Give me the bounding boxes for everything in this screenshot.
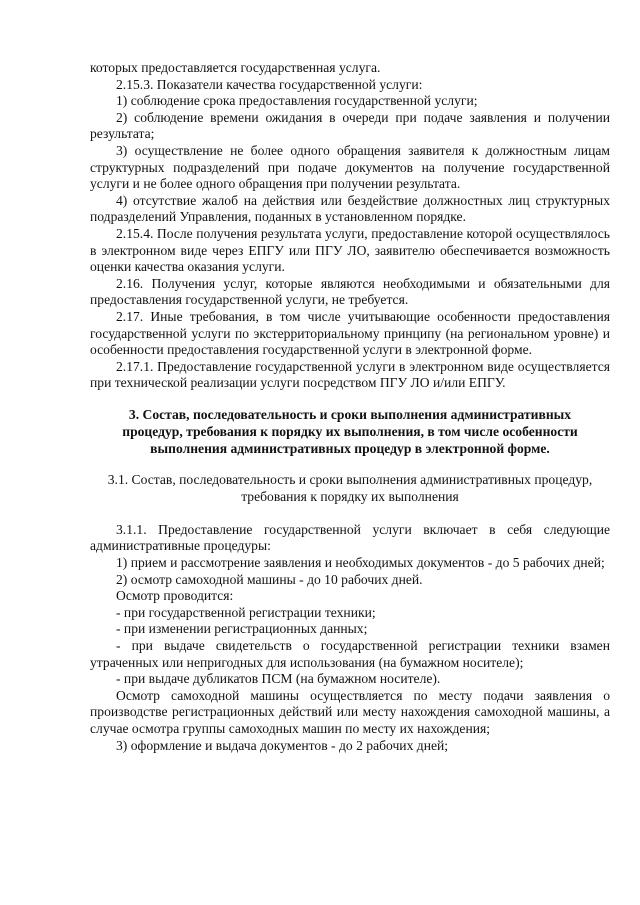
inspection-location: Осмотр самоходной машины осуществляется по месту подачи заявления о производстве регистрационных действий или месту нахождения самоходной машины, а случае осмотра группы самоходных машин по месту их нахождения; — [90, 687, 610, 736]
inspection-case-3: - при выдаче свидетельств о государственной регистрации техники взамен утраченных или непригодных для использования (на бумажном носителе); — [90, 638, 610, 670]
list-item-3: 3) осуществление не более одного обращения заявителя к должностным лицам структурных подразделений при подаче документов на получение государственной услуги и не более одного обращения при получении результата. — [90, 142, 610, 192]
procedure-item-1: 1) прием и рассмотрение заявления и необходимых документов - до 5 рабочих дней; — [116, 555, 605, 571]
inspection-case-1: - при государственной регистрации техники; — [116, 604, 376, 620]
paragraph-2-17: 2.17. Иные требования, в том числе учитывающие особенности предоставления государственной услуги по экстерриториальному принципу (на региональном уровне) и особенности предоставления государственной услуги в электронной форме. — [90, 308, 610, 358]
inspection-case-2: - при изменении регистрационных данных; — [116, 621, 368, 637]
inspection-intro: Осмотр проводится: — [116, 588, 234, 604]
list-item-4: 4) отсутствие жалоб на действия или бездействие должностных лиц структурных подразделений Управления, поданных в установленном порядке. — [90, 192, 610, 225]
paragraph-3-1-1: 3.1.1. Предоставление государственной услуги включает в себя следующие административные процедуры: — [90, 521, 610, 554]
paragraph-2-15-3: 2.15.3. Показатели качества государственной услуги: — [116, 76, 423, 92]
subsection-3-1-heading: 3.1. Состав, последовательность и сроки выполнения административных процедур, требования к порядку их выполнения — [107, 471, 593, 504]
list-item-2: 2) соблюдение времени ожидания в очереди при подаче заявления и получении результата; — [90, 109, 610, 142]
procedure-item-2: 2) осмотр самоходной машины - до 10 рабочих дней. — [116, 571, 423, 587]
inspection-case-4: - при выдаче дубликатов ПСМ (на бумажном носителе). — [116, 671, 441, 687]
document-page — [90, 60, 610, 754]
paragraph-2-17-1: 2.17.1. Предоставление государственной услуги в электронном виде осуществляется при технической реализации услуги посредством ПГУ ЛО и/или ЕПГУ. — [90, 358, 610, 391]
paragraph-2-15-4: 2.15.4. После получения результата услуги, предоставление которой осуществлялось в электронном виде через ЕПГУ или ПГУ ЛО, заявителю обеспечивается возможность оценки качества оказания услуги. — [90, 225, 610, 275]
paragraph-2-16: 2.16. Получения услуг, которые являются необходимыми и обязательными для предоставления государственной услуги, не требуется. — [90, 275, 610, 308]
list-item-1: 1) соблюдение срока предоставления государственной услуги; — [116, 93, 478, 109]
paragraph-continuation: которых предоставляется государственная услуга. — [90, 60, 381, 75]
section-3-heading: 3. Состав, последовательность и сроки выполнения административных процедур, требования к порядку их выполнения, в том числе особенности выполнения административных процедур в электронной форме. — [122, 406, 578, 456]
procedure-item-3: 3) оформление и выдача документов - до 2 рабочих дней; — [116, 737, 449, 753]
